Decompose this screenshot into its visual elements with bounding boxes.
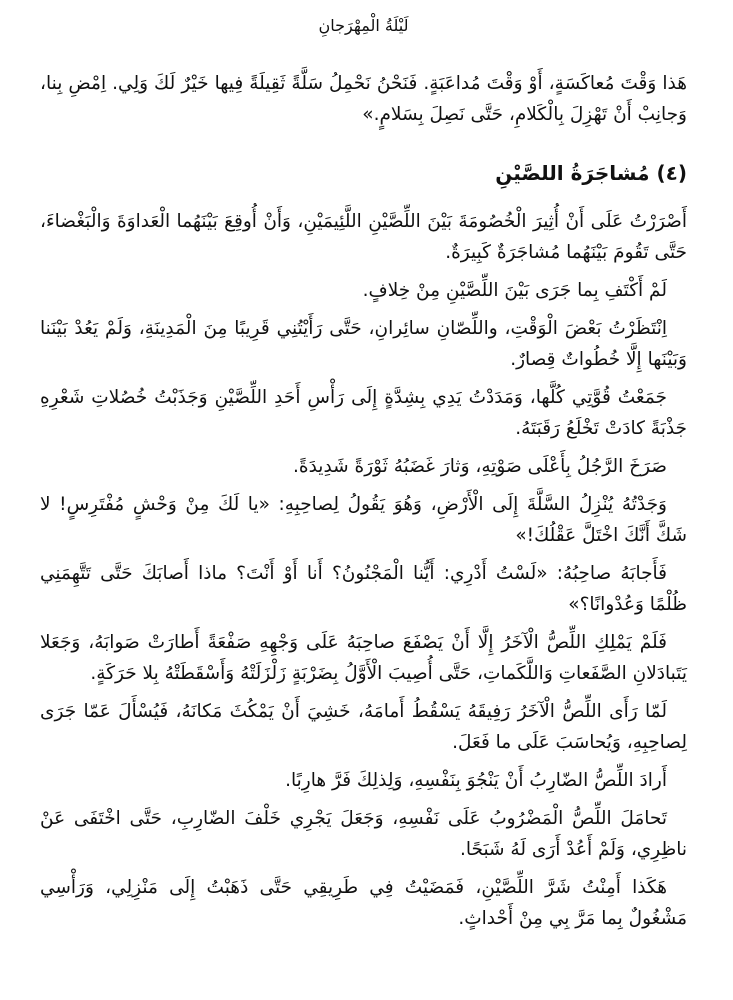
running-header: لَيْلَةُ الْمِهْرَجانِ — [318, 16, 409, 35]
body-paragraph: صَرَخَ الرَّجُلُ بِأَعْلَى صَوْتِهِ، وَثارَ غَضَبُهُ ثَوْرَةً شَدِيدَةً. — [293, 456, 667, 477]
body-paragraph: تَحامَلَ اللِّصُّ الْمَضْرُوبُ عَلَى نَفْسِهِ، وَجَعَلَ يَجْرِي خَلْفَ الضّارِبِ، حَتَّى اخْتَفَى عَنْ ناظِرِي، وَلَمْ أَعُدْ أَرَى لَهُ شَبَحًا. — [40, 808, 687, 860]
body-paragraph: فَأَجابَهُ صاحِبُهُ: «لَسْتُ أَدْرِي: أَيُّنا الْمَجْنُونُ؟ أَنا أَوْ أَنْتَ؟ ماذا أَصابَكَ حَتَّى تَتَّهِمَنِي ظُلْمًا وَعُدْوانًا؟» — [40, 563, 687, 615]
body-paragraph: هَكَذا أَمِنْتُ شَرَّ اللِّصَّيْنِ، فَمَضَيْتُ فِي طَرِيقِي حَتَّى ذَهَبْتُ إِلَى مَنْزِلِي، وَرَأْسِي مَشْغُولٌ بِما مَرَّ بِي مِنْ أَحْداثٍ. — [40, 877, 687, 929]
body-paragraph: جَمَعْتُ قُوَّتِي كُلَّها، وَمَدَدْتُ يَدِي بِشِدَّةٍ إِلَى رَأْسِ أَحَدِ اللِّصَّيْنِ وَجَذَبْتُ خُصُلاتِ شَعْرِهِ جَذْبَةً كادَتْ تَخْلَعُ رَقَبَتَهُ. — [40, 387, 687, 439]
body-paragraph: لَمْ أَكْتَفِ بِما جَرَى بَيْنَ اللِّصَّيْنِ مِنْ خِلافٍ. — [362, 280, 667, 301]
section-title: (٤) مُشاجَرَةُ اللصَّيْنِ — [495, 161, 687, 185]
intro-paragraph: هَذا وَقْتَ مُعاكَسَةٍ، أَوْ وَقْتَ مُداعَبَةٍ. فَنَحْنُ نَحْمِلُ سَلَّةً ثَقِيلَةً فِيها خَيْرٌ لَكَ وَلِي. اِمْضِ بِنا، وَجانِبْ أَنْ تَهْزِلَ بِالْكَلامِ، حَتَّى نَصِلَ بِسَلامٍ.» — [40, 73, 687, 125]
body-paragraph: وَجَدْتُهُ يُنْزِلُ السَّلَّةَ إِلَى الْأَرْضِ، وَهُوَ يَقُولُ لِصاحِبِهِ: «يا لَكَ مِنْ وَحْشٍ مُفْتَرِسٍ! لا شَكَّ أَنَّكَ اخْتَلَّ عَقْلُكَ!» — [40, 494, 687, 546]
body-paragraph: لَمّا رَأَى اللِّصُّ الْآخَرُ رَفِيقَهُ يَسْقُطُ أَمامَهُ، خَشِيَ أَنْ يَمْكُثَ مَكانَهُ، فَيُسْأَلَ عَمّا جَرَى لِصاحِبِهِ، وَيُحاسَبَ عَلَى ما فَعَلَ. — [40, 701, 687, 753]
page-body — [40, 68, 687, 934]
body-paragraph: أَصْرَرْتُ عَلَى أَنْ أُثِيرَ الْخُصُومَةَ بَيْنَ اللِّصَّيْنِ اللَّئِيمَيْنِ، وَأَنْ أُوقِعَ بَيْنَهُما الْعَداوَةَ وَالْبَغْضاءَ، حَتَّى تَقُومَ بَيْنَهُما مُشاجَرَةٌ كَبِيرَةٌ. — [40, 211, 687, 263]
body-paragraph: أَرادَ اللِّصُّ الضّارِبُ أَنْ يَنْجُوَ بِنَفْسِهِ، وَلِذلِكَ فَرَّ هارِبًا. — [285, 770, 667, 791]
body-paragraph: فَلَمْ يَمْلِكِ اللِّصُّ الْآخَرُ إِلَّا أَنْ يَصْفَعَ صاحِبَهُ عَلَى وَجْهِهِ صَفْعَةً أَطارَتْ صَوابَهُ، وَجَعَلا يَتَبادَلانِ الصَّفَعاتِ وَاللَّكَماتِ، حَتَّى أُصِيبَ الْأَوَّلُ بِضَرْبَةٍ زَلْزَلَتْهُ وَأَسْقَطَتْهُ بِلا حَرَكَةٍ. — [40, 632, 687, 684]
body-paragraph: اِنْتَظَرْتُ بَعْضَ الْوَقْتِ، واللِّصّانِ سائِرانِ، حَتَّى رَأَيْتُنِي قَرِيبًا مِنَ الْمَدِينَةِ، وَلَمْ يَعُدْ بَيْنَنا وَبَيْنَها إِلَّا خُطُواتٌ قِصارٌ. — [40, 318, 687, 370]
